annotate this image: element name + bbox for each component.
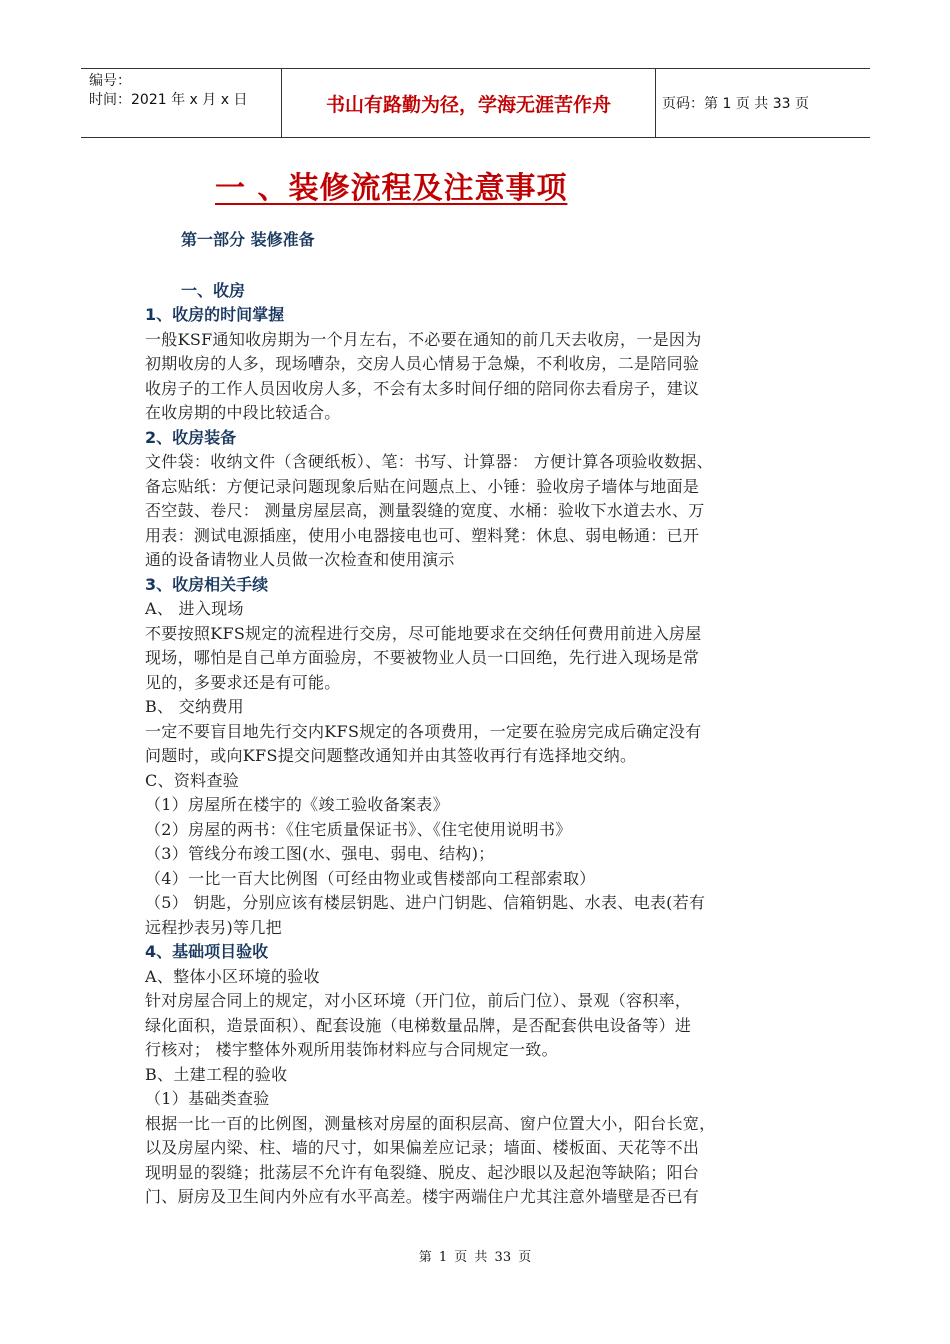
subsection-heading: 4、基础项目验收 bbox=[145, 942, 269, 961]
body-line: （1）房屋所在楼宇的《竣工验收备案表》 bbox=[145, 795, 449, 814]
body-line: 一定不要盲目地先行交内KFS规定的各项费用，一定要在验房完成后确定没有 bbox=[145, 721, 702, 741]
subsection-heading: 2、收房装备 bbox=[145, 427, 237, 447]
body-line: 用表：测试电源插座，使用小电器接电也可、塑料凳：休息、弱电畅通：已开 bbox=[145, 525, 700, 545]
body-line: 在收房期的中段比较适合。 bbox=[145, 403, 341, 422]
body-line: A、 进入现场 bbox=[145, 599, 244, 618]
body-line: （5） 钥匙，分别应该有楼层钥匙、进户门钥匙、信箱钥匙、水表、电表(若有 bbox=[145, 893, 706, 912]
header-meta-cell bbox=[81, 69, 282, 137]
body-line: 备忘贴纸：方便记录问题现象后贴在问题点上、小锤：验收房子墙体与地面是 bbox=[145, 476, 700, 496]
time-label: 时间：2021 年 x 月 x 日 bbox=[89, 92, 248, 108]
body-line: 绿化面积，造景面积）、配套设施（电梯数量品牌，是否配套供电设备等）进 bbox=[145, 1015, 692, 1035]
page-footer: 第 1 页 共 33 页 bbox=[418, 1250, 532, 1265]
body-line: 根据一比一百的比例图，测量核对房屋的面积层高、窗户位置大小，阳台长宽， bbox=[145, 1113, 716, 1133]
subsection-heading: 3、收房相关手续 bbox=[145, 574, 269, 594]
body-line: 初期收房的人多，现场嘈杂，交房人员心情易于急燥，不利收房，二是陪同验 bbox=[145, 354, 700, 373]
body-line: 一般KSF通知收房期为一个月左右，不必要在通知的前几天去收房，一是因为 bbox=[145, 329, 702, 349]
body-line: （4）一比一百大比例图（可经由物业或售楼部向工程部索取） bbox=[145, 868, 596, 888]
body-line: （2）房屋的两书：《住宅质量保证书》、《住宅使用说明书》 bbox=[145, 819, 572, 839]
body-line: A、整体小区环境的验收 bbox=[145, 966, 320, 986]
body-line: 行核对； 楼宇整体外观所用装饰材料应与合同规定一致。 bbox=[145, 1040, 558, 1059]
motto: 书山有路勤为径，学海无涯苦作舟 bbox=[282, 69, 656, 137]
subsection-heading: 1、收房的时间掌握 bbox=[145, 305, 285, 324]
body-line: 门、厨房及卫生间内外应有水平高差。楼宇两端住户尤其注意外墙壁是否已有 bbox=[145, 1187, 700, 1206]
page-info: 页码：第 1 页 共 33 页 bbox=[662, 96, 809, 112]
document-title: 一 、装修流程及注意事项 bbox=[215, 171, 568, 206]
body-line: B、土建工程的验收 bbox=[145, 1064, 288, 1084]
body-line: 现场，哪怕是自己单方面验房，不要被物业人员一口回绝，先行进入现场是常 bbox=[145, 648, 700, 667]
body-lines bbox=[145, 303, 815, 1210]
body-line: B、 交纳费用 bbox=[145, 697, 244, 716]
body-line: （3）管线分布竣工图(水、强电、弱电、结构)； bbox=[145, 844, 495, 863]
body-line: 不要按照KFS规定的流程进行交房，尽可能地要求在交纳任何费用前进入房屋 bbox=[145, 623, 702, 643]
section-heading: 一、收房 bbox=[181, 280, 246, 300]
document-body bbox=[145, 228, 815, 1210]
body-line: 针对房屋合同上的规定，对小区环境（开门位，前后门位）、景观（容积率， bbox=[145, 991, 692, 1010]
body-line: （1）基础类查验 bbox=[145, 1089, 270, 1108]
body-line: 现明显的裂缝；批荡层不允许有龟裂缝、脱皮、起沙眼以及起泡等缺陷；阳台 bbox=[145, 1162, 700, 1182]
number-label: 编号： bbox=[89, 73, 131, 89]
body-line: 以及房屋内梁、柱、墙的尺寸，如果偏差应记录；墙面、楼板面、天花等不出 bbox=[145, 1138, 700, 1157]
body-line: 见的，多要求还是有可能。 bbox=[145, 672, 341, 692]
header-table bbox=[81, 68, 870, 138]
body-line: 否空鼓、卷尺： 测量房屋层高，测量裂缝的宽度、水桶：验收下水道去水、万 bbox=[145, 501, 705, 520]
body-line: 收房子的工作人员因收房人多，不会有太多时间仔细的陪同你去看房子，建议 bbox=[145, 378, 700, 398]
body-line: 通的设备请物业人员做一次检查和使用演示 bbox=[145, 550, 455, 569]
part-heading: 第一部分 装修准备 bbox=[181, 230, 315, 249]
body-line: C、资料查验 bbox=[145, 770, 240, 790]
body-line: 问题时，或向KFS提交问题整改通知并由其签收再行有选择地交纳。 bbox=[145, 746, 637, 765]
body-line: 文件袋：收纳文件（含硬纸板）、笔：书写、计算器： 方便计算各项验收数据、 bbox=[145, 452, 713, 471]
body-line: 远程抄表另)等几把 bbox=[145, 917, 282, 937]
